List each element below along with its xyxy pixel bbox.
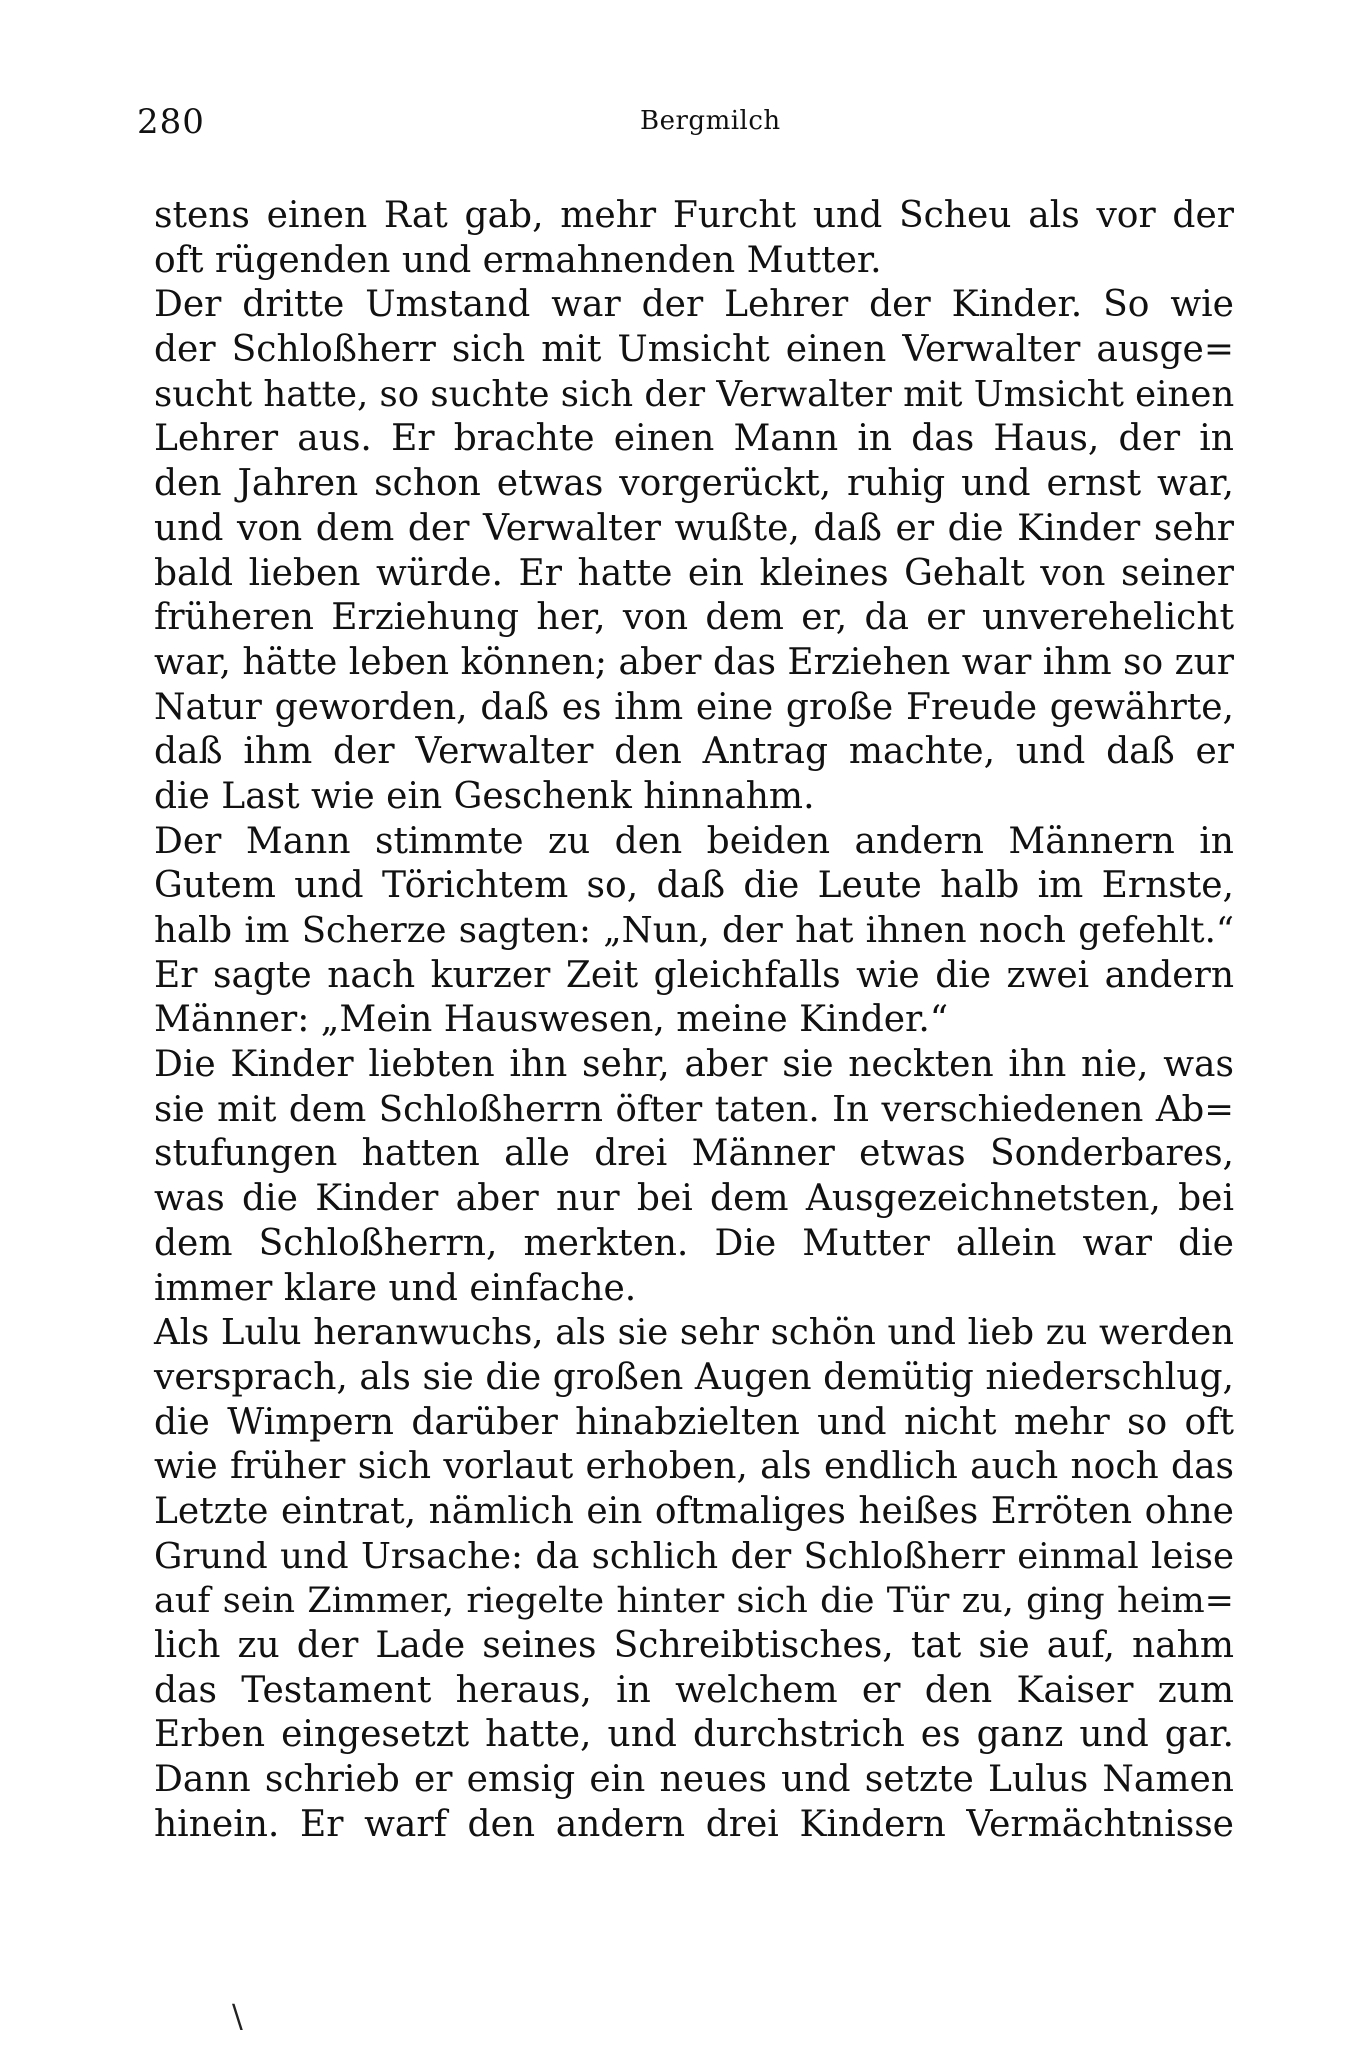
text-line: lich zu der Lade seines Schreibtisches, tat sie auf, nahm xyxy=(154,1625,1234,1666)
text-line: dem Schloßherrn, merkten. Die Mutter allein war die xyxy=(154,1222,1234,1264)
text-line: wie früher sich vorlaut erhoben, als endlich auch noch das xyxy=(154,1446,1234,1488)
stray-mark: \ xyxy=(232,1997,243,2035)
text-line: Der Mann stimmte zu den beiden andern Männern in xyxy=(154,820,1234,862)
text-line: stufungen hatten alle drei Männer etwas Sonderbares, xyxy=(154,1133,1234,1175)
text-line: sucht hatte, so suchte sich der Verwalter mit Umsicht einen xyxy=(154,373,1235,415)
text-line: daß ihm der Verwalter den Antrag machte, und daß er xyxy=(154,731,1234,773)
text-line: was die Kinder aber nur bei dem Ausgezeichnetsten, bei xyxy=(154,1178,1234,1220)
body-text xyxy=(154,194,1234,1847)
text-line: oft rügenden und ermahnenden Mutter. xyxy=(154,239,882,281)
text-line: und von dem der Verwalter wußte, daß er die Kinder sehr xyxy=(154,507,1234,549)
text-line: hinein. Er warf den andern drei Kindern Vermächtnisse xyxy=(154,1803,1234,1845)
text-line: Dann schrieb er emsig ein neues und setzte Lulus Namen xyxy=(154,1759,1234,1801)
text-line: die Last wie ein Geschenk hinnahm. xyxy=(154,775,815,817)
text-line: früheren Erziehung her, von dem er, da er unverehelicht xyxy=(154,597,1234,639)
text-line: war, hätte leben können; aber das Erziehen war ihm so zur xyxy=(154,641,1234,683)
running-head: Bergmilch xyxy=(640,106,781,136)
text-line: Als Lulu heranwuchs, als sie sehr schön und lieb zu werden xyxy=(154,1312,1234,1354)
text-line: den Jahren schon etwas vorgerückt, ruhig und ernst war, xyxy=(154,463,1234,505)
text-line: die Wimpern darüber hinabzielten und nicht mehr so oft xyxy=(154,1401,1234,1443)
text-line: immer klare und einfache. xyxy=(154,1267,637,1309)
text-line: auf sein Zimmer, riegelte hinter sich die Tür zu, ging heim= xyxy=(154,1581,1234,1622)
text-line: Er sagte nach kurzer Zeit gleichfalls wie die zwei andern xyxy=(154,954,1234,996)
page-number: 280 xyxy=(137,102,205,142)
text-line: das Testament heraus, in welchem er den Kaiser zum xyxy=(154,1669,1234,1711)
text-line: Natur geworden, daß es ihm eine große Freude gewährte, xyxy=(154,686,1234,728)
text-line: Gutem und Törichtem so, daß die Leute halb im Ernste, xyxy=(154,865,1234,907)
text-line: Die Kinder liebten ihn sehr, aber sie neckten ihn nie, was xyxy=(154,1044,1234,1086)
text-line: Lehrer aus. Er brachte einen Mann in das Haus, der in xyxy=(154,418,1234,460)
text-line: sie mit dem Schloßherrn öfter taten. In verschiedenen Ab= xyxy=(154,1088,1234,1130)
text-line: Männer: „Mein Hauswesen, meine Kinder.“ xyxy=(154,999,949,1041)
text-line: der Schloßherr sich mit Umsicht einen Verwalter ausge= xyxy=(154,329,1234,371)
text-line: versprach, als sie die großen Augen demütig niederschlug, xyxy=(154,1356,1234,1398)
text-line: stens einen Rat gab, mehr Furcht und Scheu als vor der xyxy=(154,195,1234,236)
text-line: Der dritte Umstand war der Lehrer der Kinder. So wie xyxy=(154,284,1234,326)
text-line: Letzte eintrat, nämlich ein oftmaliges heißes Erröten ohne xyxy=(154,1490,1234,1532)
text-line: Erben eingesetzt hatte, und durchstrich es ganz und gar. xyxy=(154,1714,1234,1756)
text-line: halb im Scherze sagten: „Nun, der hat ihnen noch gefehlt.“ xyxy=(154,910,1234,951)
text-line: Grund und Ursache: da schlich der Schloßherr einmal leise xyxy=(154,1535,1234,1577)
text-line: bald lieben würde. Er hatte ein kleines Gehalt von seiner xyxy=(154,552,1234,594)
